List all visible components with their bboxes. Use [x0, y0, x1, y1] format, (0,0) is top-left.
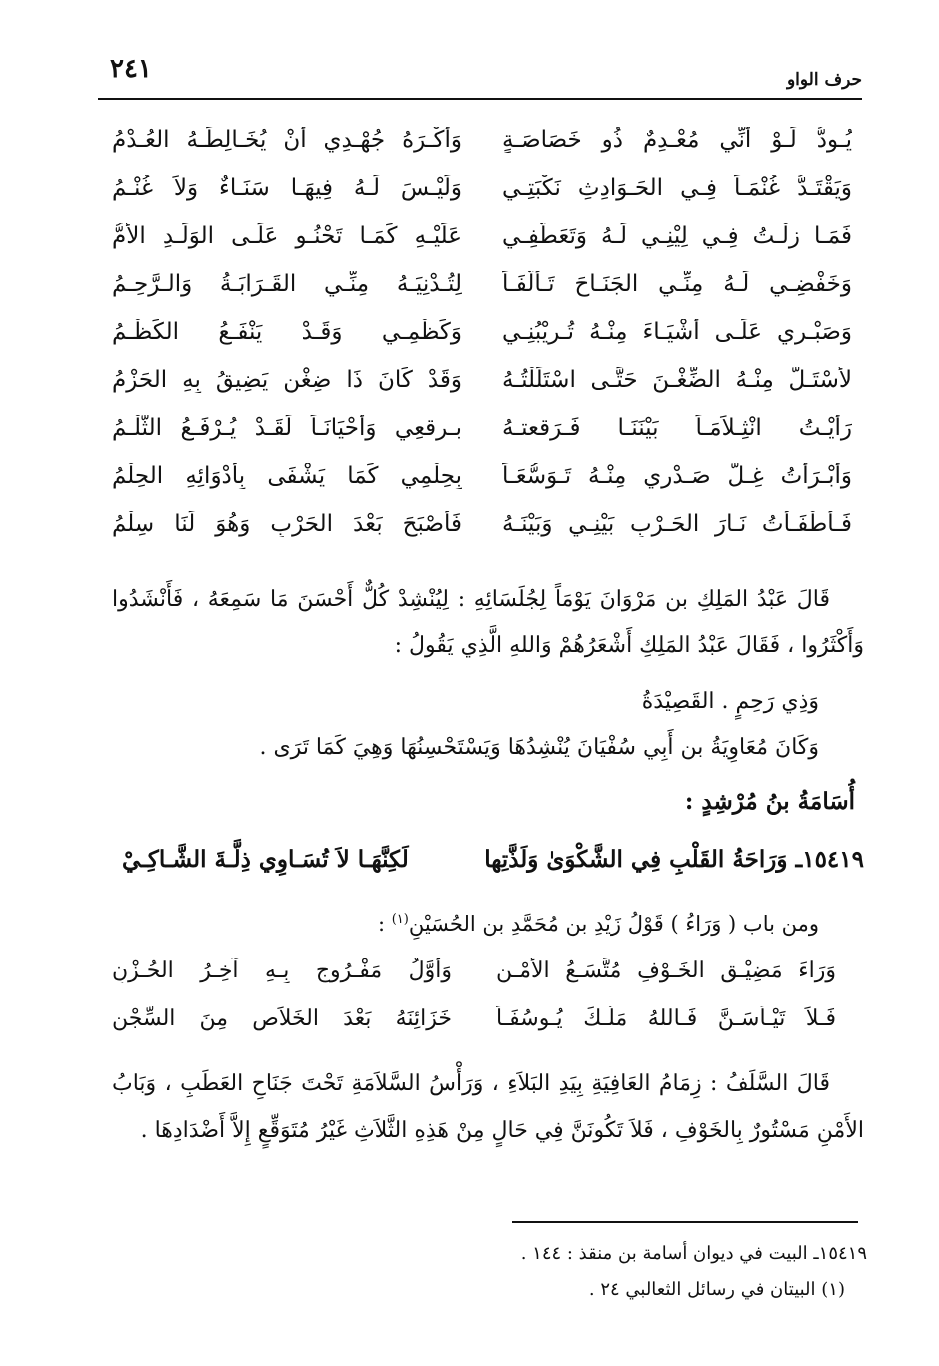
verse-first-hemistich: وَخَفْضِـي لَـهُ مِنِّـي الجَنَـاحَ تَـأَلُّفَـاً: [502, 271, 852, 297]
verse-second-hemistich: وَأَوَّلُ مَفْـرُوجٍ بِـهِ آخِـرُ الحُـزْنِ: [112, 957, 452, 983]
verse: [112, 260, 852, 308]
verse-second-hemistich: فَأَصْبَحَ بَعْدَ الحَرْبِ وَهُوَ لَنَا سِلْمُ: [112, 511, 462, 537]
prose-paragraph: قَالَ عَبْدُ المَلِكِ بن مَرْوَانَ يَوْمَاً لِجُلَسَائِهِ : لِيُنْشِدْ كُلٌّ أَحْسَنَ مَا سَمِعَهُ ، فَأَنْشَدُوا وَأَكْثَرُوا ، فَقَالَ عَبْدُ المَلِكِ أَشْعَرُهُمْ وَاللهِ الَّذِي يَقُولُ :: [112, 587, 864, 658]
verse: [112, 356, 852, 404]
verse: [112, 500, 852, 548]
footnote: ١٥٤١٩ـ البيت في ديوان أسامة بن منقذ : ١٤٤ .: [520, 1243, 867, 1264]
footnote-rule: [512, 1221, 858, 1223]
verse-first-hemistich: وَرَاءَ مَضِيْـقِ الخَـوْفِ مُتَّسَـعُ الأَمْـنِ: [496, 957, 836, 983]
verse-second-hemistich: لِتُـدْنِيَـهُ مِنِّـي القَـرَابَـةُ وَالـرَّحِـمُ: [112, 271, 462, 297]
verse: [112, 308, 852, 356]
header-rule: [98, 98, 862, 100]
verse: [112, 212, 852, 260]
verse-second-hemistich: وَكَظْمِـي وَقَـدْ يَنْفَـعُ الكَظْـمُ: [112, 319, 462, 345]
poem-block-2: [112, 946, 836, 1042]
entry-second-hemistich: لَكِنَّهَـا لاَ تُسَـاوِي ذِلَّـةَ الشَّـاكِـيْ: [122, 846, 409, 873]
page-number: ٢٤١: [110, 54, 152, 84]
verse-second-hemistich: وَأَكْـرَهُ جُهْـدِي أَنْ يُخَـالِطَـهُ العُـدْمُ: [112, 127, 462, 153]
prose-text: :: [377, 912, 392, 936]
prose-paragraph: [99, 897, 819, 947]
verse-first-hemistich: لأَسْتَـلَّ مِنْـهُ الضِّغْـنَ حَتَّـى اسْتَلَلْتُـهُ: [502, 367, 852, 393]
verse-first-hemistich: فَـأَطْفَـأْتُ نَـارَ الحَـرْبِ بَيْنِـي وَبَيْنَـهُ: [502, 511, 852, 537]
verse: [112, 116, 852, 164]
verse: [112, 994, 836, 1042]
verse-second-hemistich: بِحِلْمِي كَمَا يَشْفَى بِأَدْوَائِهِ الحِلْمُ: [112, 463, 462, 489]
verse-second-hemistich: عَلَيْـهِ كَمَـا تَحْنُـو عَلَـى الوَلَـدِ الأُمُّ: [112, 223, 462, 249]
verse: [112, 452, 852, 500]
verse-second-hemistich: وَقَدْ كَانَ ذَا ضِغْنٍ يَضِيقُ بِهِ الحَزْمُ: [112, 367, 462, 393]
numbered-verse-entry: [112, 838, 864, 884]
footnotes: [107, 1236, 867, 1308]
prose-paragraph: قَالَ السَّلَفُ : زِمَامُ العَافِيَةِ بِيَدِ البَلاَءِ ، وَرَأْسُ السَّلاَمَةِ تَحْتَ جَنَاحِ العَطَبِ ، وَبَابُ الأَمْنِ مَسْتُورٌ بِالخَوْفِ ، فَلاَ تَكُونَنَّ فِي حَالٍ مِنْ هَذِهِ الثَّلاَثِ غَيْرُ مُتَوَقِّعٍ إِلاَّ أَضْدَادِهَا .: [112, 1071, 864, 1143]
poem-block-1: [112, 116, 852, 548]
verse-second-hemistich: وَلَيْـسَ لَـهُ فِيهَـا سَنَـاءٌ وَلاَ غُنْـمُ: [112, 175, 462, 201]
prose-paragraph: وَكَانَ مُعَاوِيَةُ بن أَبِي سُفْيَانَ يُنْشِدُهَا وَيَسْتَحْسِنُهَا وَهِيَ كَمَا تَرَى .: [259, 735, 819, 760]
verse-first-hemistich: وَصَبْـرِي عَلَـى أَشْيَـاءَ مِنْـهُ تُـرِيْبُنِـي: [502, 319, 852, 345]
verse-first-hemistich: وَيَقْتَـدُّ غُنْمَـاً فِـي الحَـوَادِثِ نَكْبَتِـي: [502, 175, 852, 201]
prose-text: ومن باب ( وَرَاءُ ) قَوْلُ زَيْدِ بن مُحَمَّدِ بن الحُسَيْنِ: [408, 912, 819, 936]
verse-first-hemistich: فَـلاَ تَيْـأَسَـنَّ فَـاللهُ مَلَّـكَ يُـوسُفَـاً: [496, 1005, 836, 1031]
running-title: حرف الواو: [786, 70, 862, 90]
verse-second-hemistich: خَزَائِنَهُ بَعْدَ الخَلاَصِ مِنَ السِّجْنِ: [112, 1005, 452, 1031]
footnote: (١) البيتان في رسائل الثعالبي ٢٤ .: [588, 1279, 845, 1300]
poet-name-heading: أُسَامَةُ بنُ مُرْشِدٍ :: [684, 788, 855, 815]
verse: [112, 946, 836, 994]
verse-first-hemistich: يُـودُّ لَـوْ أَنِّي مُعْـدِمٌ ذُو خَصَاصَـةٍ: [502, 127, 852, 153]
verse-first-hemistich: فَمَـا زِلْـتُ فِـي لِيْنِـي لَـهُ وَتَعَطُّفِـي: [502, 223, 852, 249]
page-header: [98, 52, 862, 98]
verse-second-hemistich: بـرقعِي وَأَحْيَانَـاً لَقَـدْ يُـرْفَـعُ الثَّلْـمُ: [112, 415, 462, 441]
prose-paragraph: وَذِي رَحِمٍ . القَصِيْدَةُ: [641, 689, 819, 714]
verse-first-hemistich: رَأَيْـتُ انْثِـلاَمَـاً بَيْنَنَـا فَـرَقعتـهُ: [502, 415, 852, 441]
entry-first-hemistich: ١٥٤١٩ـ وَرَاحَةُ القَلْبِ فِي الشَّكْوَىٰ وَلَذَّتِها: [484, 846, 864, 873]
verse-first-hemistich: وَأَبْـرَأْتُ غِـلَّ صَـدْرِي مِنْـهُ تَـوَسُّعَـاً: [502, 463, 852, 489]
verse: [112, 164, 852, 212]
footnote-reference[interactable]: (١): [391, 912, 409, 927]
verse: [112, 404, 852, 452]
